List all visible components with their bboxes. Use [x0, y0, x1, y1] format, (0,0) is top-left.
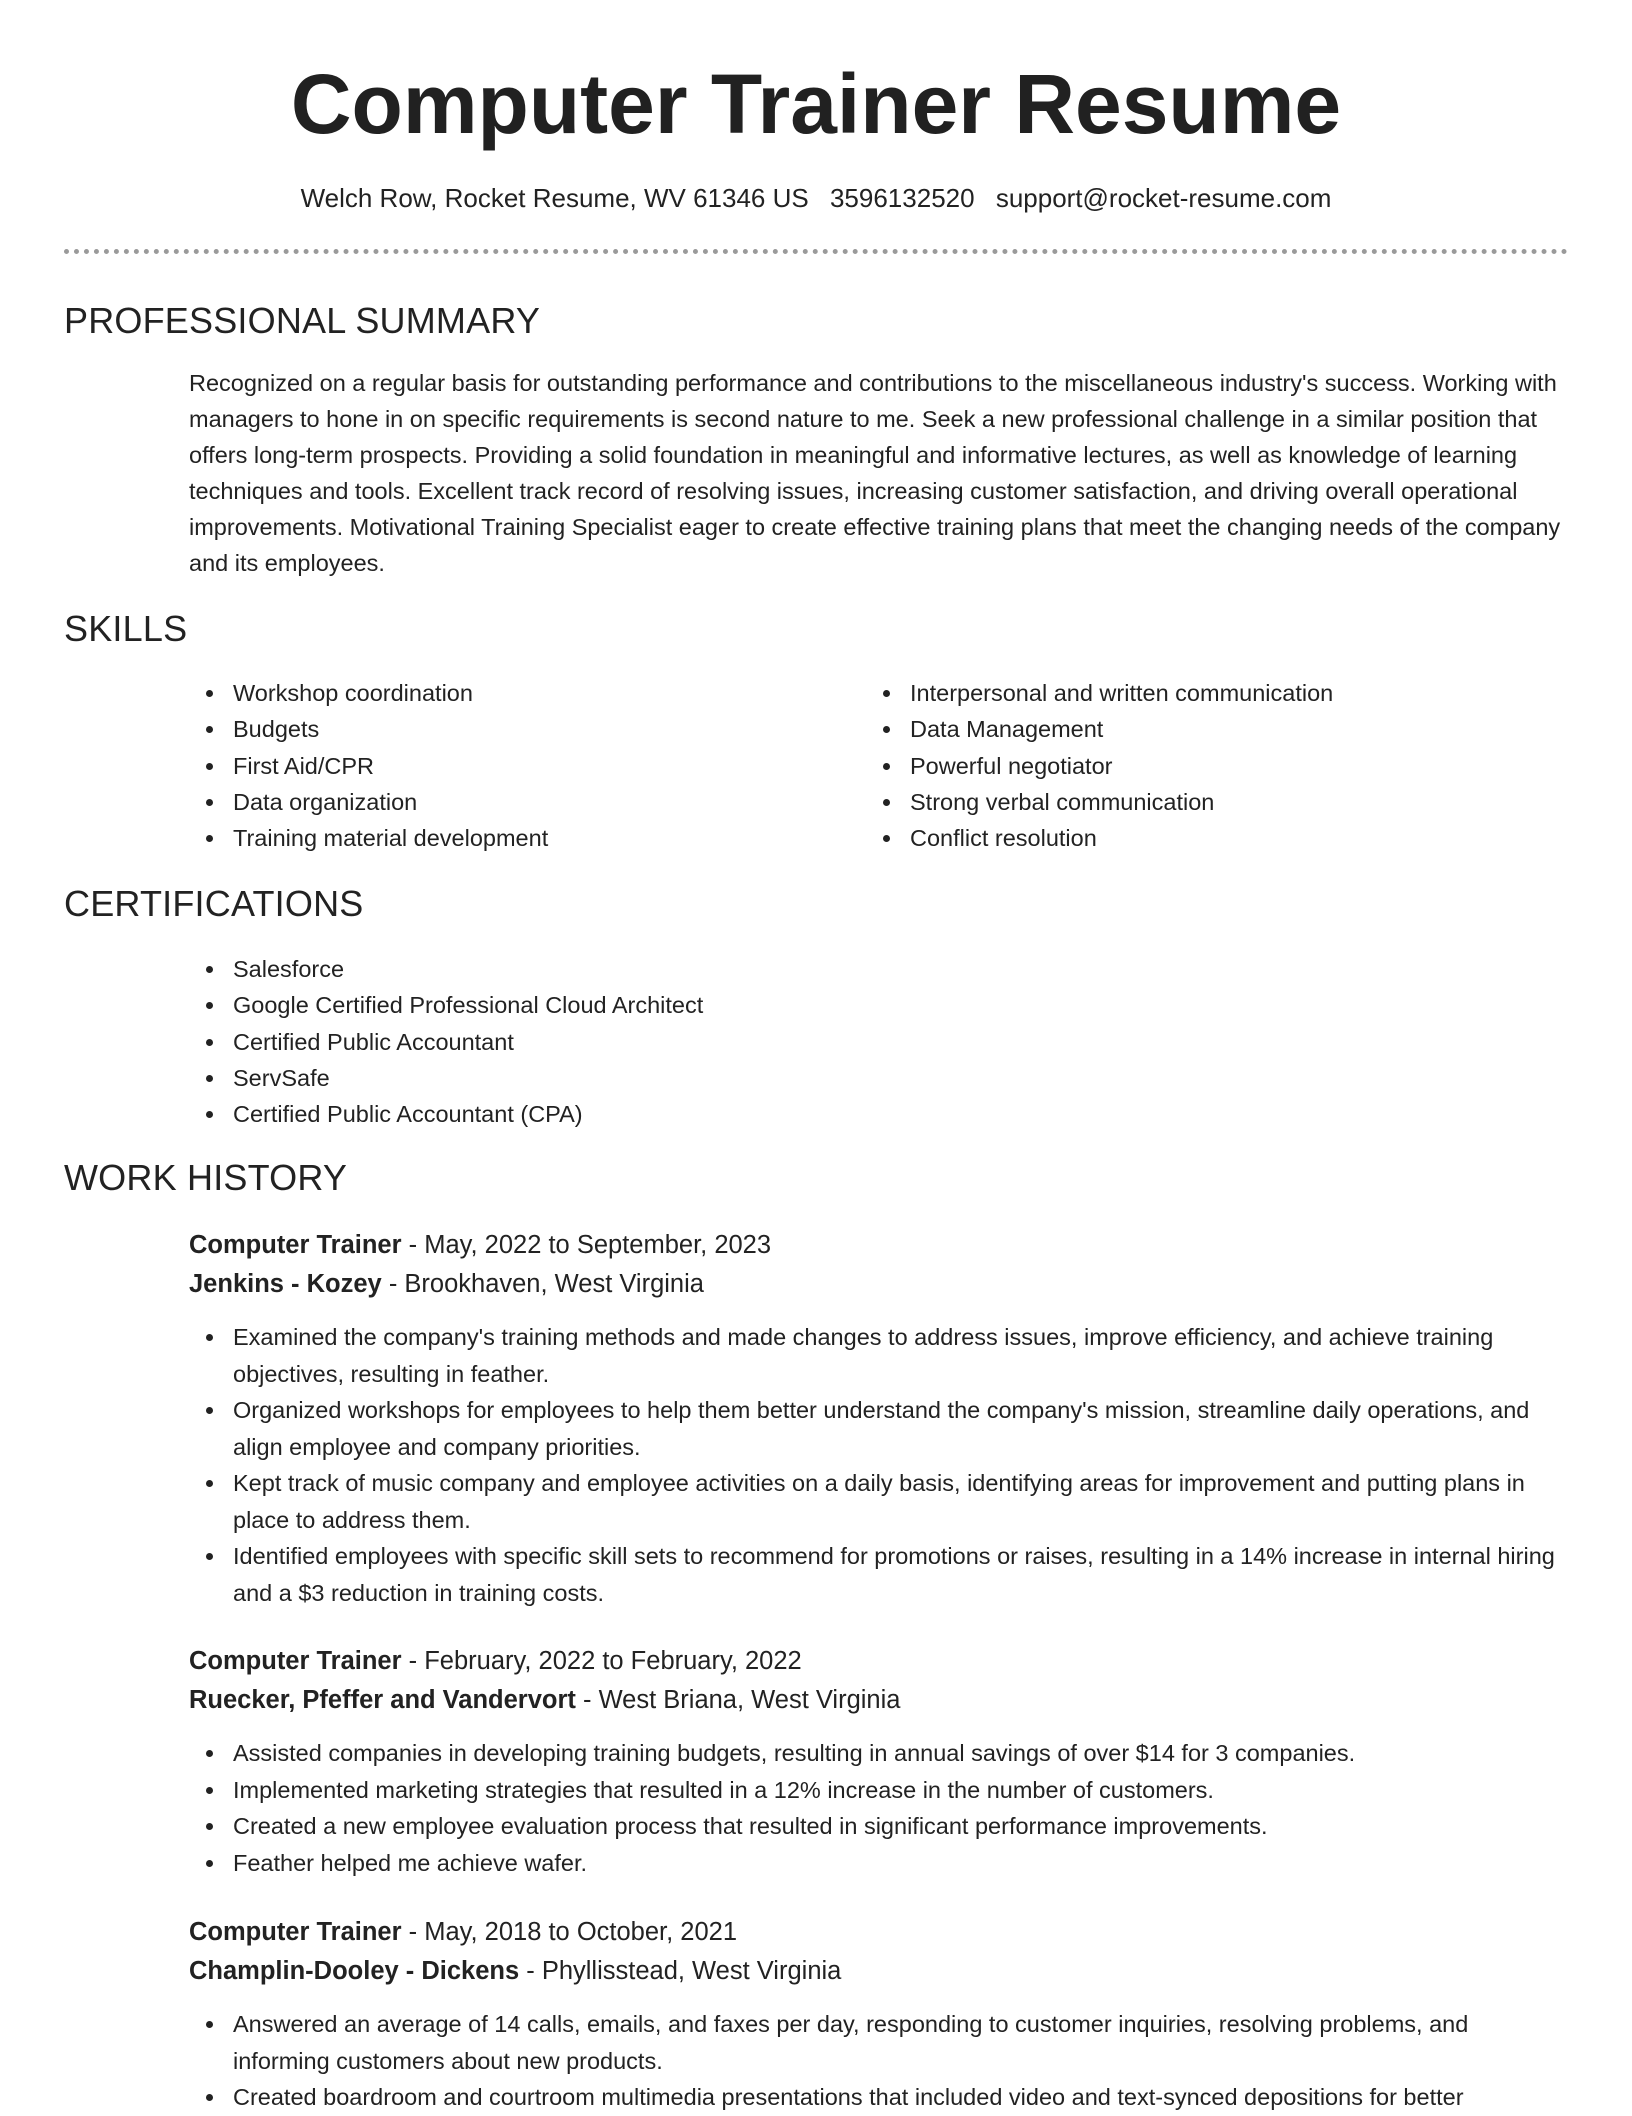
contact-line	[0, 180, 1632, 216]
job-company: Ruecker, Pfeffer and Vandervort	[189, 1686, 576, 1714]
resume-title: Computer Trainer Resume	[290, 57, 1342, 151]
job-bullet: Feather helped me achieve wafer.	[189, 1845, 1569, 1882]
skill-item: Workshop coordination	[189, 675, 829, 711]
job-title-line	[189, 1641, 1569, 1681]
contact-email: support@rocket-resume.com	[995, 183, 1332, 213]
contact-phone: 3596132520	[829, 183, 975, 213]
job-bullet: Implemented marketing strategies that resulted in a 12% increase in the number of customers.	[189, 1772, 1569, 1809]
job-company-line	[189, 1951, 1569, 1991]
job-title: Computer Trainer	[189, 1918, 402, 1946]
job-title: Computer Trainer	[189, 1231, 402, 1259]
certification-item: ServSafe	[189, 1060, 1089, 1096]
skill-item: Strong verbal communication	[866, 784, 1506, 820]
job-location: - Phyllisstead, West Virginia	[519, 1957, 842, 1985]
certifications-heading: CERTIFICATIONS	[64, 883, 364, 924]
skill-item: Data organization	[189, 784, 829, 820]
job-title-line	[189, 1912, 1569, 1952]
skills-heading: SKILLS	[64, 608, 188, 649]
skill-item: Budgets	[189, 711, 829, 747]
summary-heading: PROFESSIONAL SUMMARY	[64, 300, 541, 341]
job-title-line	[189, 1225, 1569, 1265]
job-dates: - May, 2022 to September, 2023	[401, 1231, 772, 1259]
job-location: - West Briana, West Virginia	[575, 1686, 901, 1714]
job-company-line	[189, 1264, 1569, 1304]
summary-text: Recognized on a regular basis for outstanding performance and contributions to the miscellaneous industry's success. Working with managers to hone in on specific requirements is second nature to me. Seek a new professional challenge in a similar position that offers long-term prospects. Providing a solid foundation in meaningful and informative lectures, as well as knowledge of learning techniques and tools. Excellent track record of resolving issues, increasing customer satisfaction, and driving overall operational improvements. Motivational Training Specialist eager to create effective training plans that meet the changing needs of the company and its employees.	[189, 370, 1561, 576]
skill-item: Conflict resolution	[866, 820, 1506, 856]
job-bullets	[189, 2006, 1569, 2116]
certification-item: Certified Public Accountant (CPA)	[189, 1096, 1089, 1132]
job-bullet: Answered an average of 14 calls, emails, and faxes per day, responding to customer inquiries, resolving problems, and informing customers about new products.	[189, 2006, 1569, 2079]
skill-item: Interpersonal and written communication	[866, 675, 1506, 711]
skill-item: First Aid/CPR	[189, 748, 829, 784]
certification-item: Google Certified Professional Cloud Architect	[189, 987, 1089, 1023]
job-title: Computer Trainer	[189, 1647, 402, 1675]
job-bullet: Created boardroom and courtroom multimedia presentations that included video and text-synced depositions for better	[189, 2079, 1569, 2116]
certifications-list	[189, 951, 1089, 1132]
contact-address: Welch Row, Rocket Resume, WV 61346 US	[300, 183, 809, 213]
job-company: Jenkins - Kozey	[189, 1270, 382, 1298]
header-divider	[64, 249, 1568, 254]
skill-item: Powerful negotiator	[866, 748, 1506, 784]
job-location: - Brookhaven, West Virginia	[381, 1270, 704, 1298]
skill-item: Data Management	[866, 711, 1506, 747]
job-bullet: Assisted companies in developing training budgets, resulting in annual savings of over $14 for 3 companies.	[189, 1735, 1569, 1772]
job-bullet: Kept track of music company and employee activities on a daily basis, identifying areas for improvement and putting plans in place to address them.	[189, 1465, 1569, 1538]
job-bullet: Examined the company's training methods and made changes to address issues, improve efficiency, and achieve training objectives, resulting in feather.	[189, 1319, 1569, 1392]
job-dates: - May, 2018 to October, 2021	[401, 1918, 738, 1946]
job-bullets	[189, 1735, 1569, 1881]
job-bullet: Created a new employee evaluation process that resulted in significant performance improvements.	[189, 1808, 1569, 1845]
work-history-heading: WORK HISTORY	[64, 1157, 348, 1198]
skills-list-right	[866, 675, 1506, 856]
job-bullet: Organized workshops for employees to help them better understand the company's mission, streamline daily operations, and align employee and company priorities.	[189, 1392, 1569, 1465]
job-bullets	[189, 1319, 1569, 1611]
job-company: Champlin-Dooley - Dickens	[189, 1957, 520, 1985]
certification-item: Certified Public Accountant	[189, 1024, 1089, 1060]
job-company-line	[189, 1680, 1569, 1720]
skills-list-left	[189, 675, 829, 856]
skill-item: Training material development	[189, 820, 829, 856]
certification-item: Salesforce	[189, 951, 1089, 987]
job-bullet: Identified employees with specific skill sets to recommend for promotions or raises, resulting in a 14% increase in internal hiring and a $3 reduction in training costs.	[189, 1538, 1569, 1611]
job-dates: - February, 2022 to February, 2022	[401, 1647, 802, 1675]
